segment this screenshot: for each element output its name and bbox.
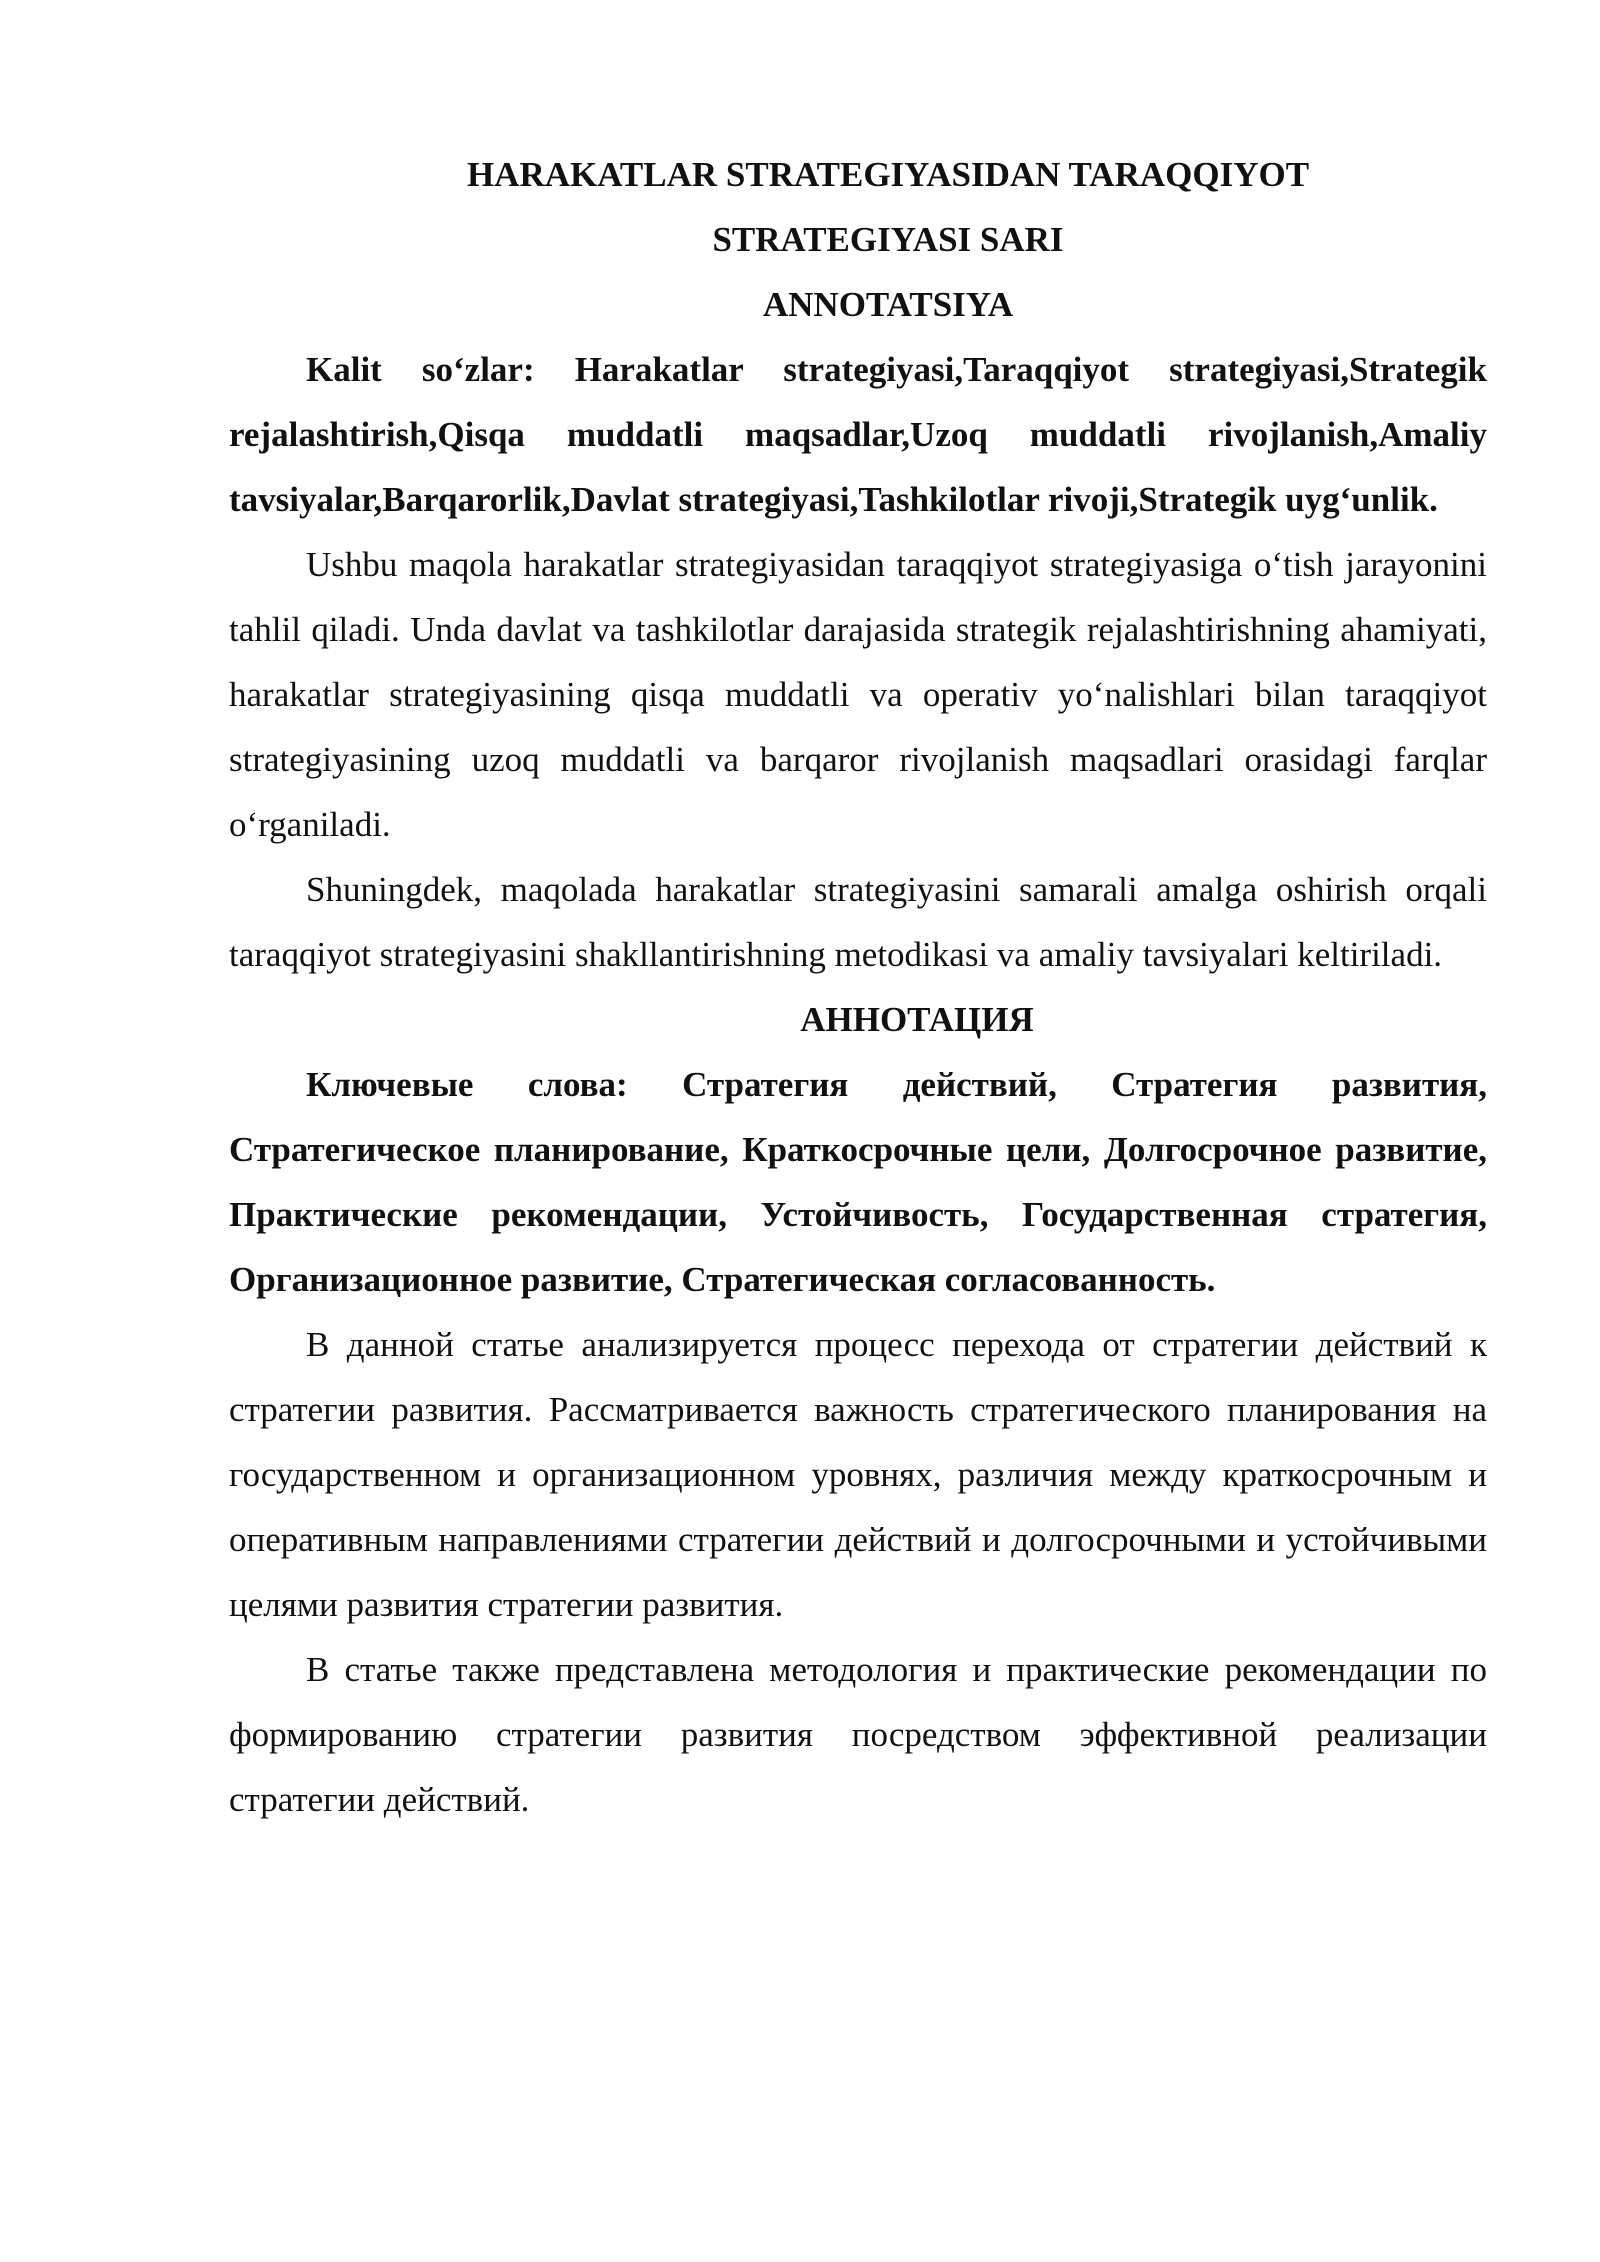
annotation-heading-ru: АННОТАЦИЯ (800, 1000, 1034, 1039)
annotation-heading-uz: ANNOTATSIYA (762, 285, 1014, 324)
document-page (229, 142, 1487, 1832)
abstract-uz-paragraph-1: Ushbu maqola harakatlar strategiyasidan taraqqiyot strategiyasiga o‘tish jarayonini tahlil qiladi. Unda davlat va tashkilotlar darajasida strategik rejalashtirishning ahamiyati, harakatlar strategiyasining qisqa muddatli va operativ yo‘nalishlari bilan taraqqiyot strategiyasining uzoq muddatli va barqaror rivojlanish maqsadlari orasidagi farqlar o‘rganiladi. (229, 545, 1487, 844)
document-title-line-2: STRATEGIYASI SARI (712, 220, 1064, 259)
abstract-ru-paragraph-1: В данной статье анализируется процесс перехода от стратегии действий к стратегии развития. Рассматривается важность стратегического планирования на государственном и организационном уровнях, различия между краткосрочным и оперативным направлениями стратегии действий и долгосрочными и устойчивыми целями развития стратегии развития. (229, 1325, 1487, 1624)
document-title-line-1: HARAKATLAR STRATEGIYASIDAN TARAQQIYOT (466, 155, 1310, 194)
keywords-ru: Ключевые слова: Стратегия действий, Стратегия развития, Стратегическое планирование, Краткосрочные цели, Долгосрочное развитие, Практические рекомендации, Устойчивость, Государственная стратегия, Организационное развитие, Стратегическая согласованность. (229, 1065, 1487, 1299)
abstract-uz-paragraph-2: Shuningdek, maqolada harakatlar strategiyasini samarali amalga oshirish orqali taraqqiyot strategiyasini shakllantirishning metodikasi va amaliy tavsiyalari keltiriladi. (229, 870, 1487, 974)
abstract-ru-paragraph-2: В статье также представлена методология и практические рекомендации по формированию стратегии развития посредством эффективной реализации стратегии действий. (229, 1650, 1487, 1819)
keywords-uz: Kalit so‘zlar: Harakatlar strategiyasi,Taraqqiyot strategiyasi,Strategik rejalashtirish,Qisqa muddatli maqsadlar,Uzoq muddatli rivojlanish,Amaliy tavsiyalar,Barqarorlik,Davlat strategiyasi,Tashkilotlar rivoji,Strategik uyg‘unlik. (229, 350, 1487, 519)
